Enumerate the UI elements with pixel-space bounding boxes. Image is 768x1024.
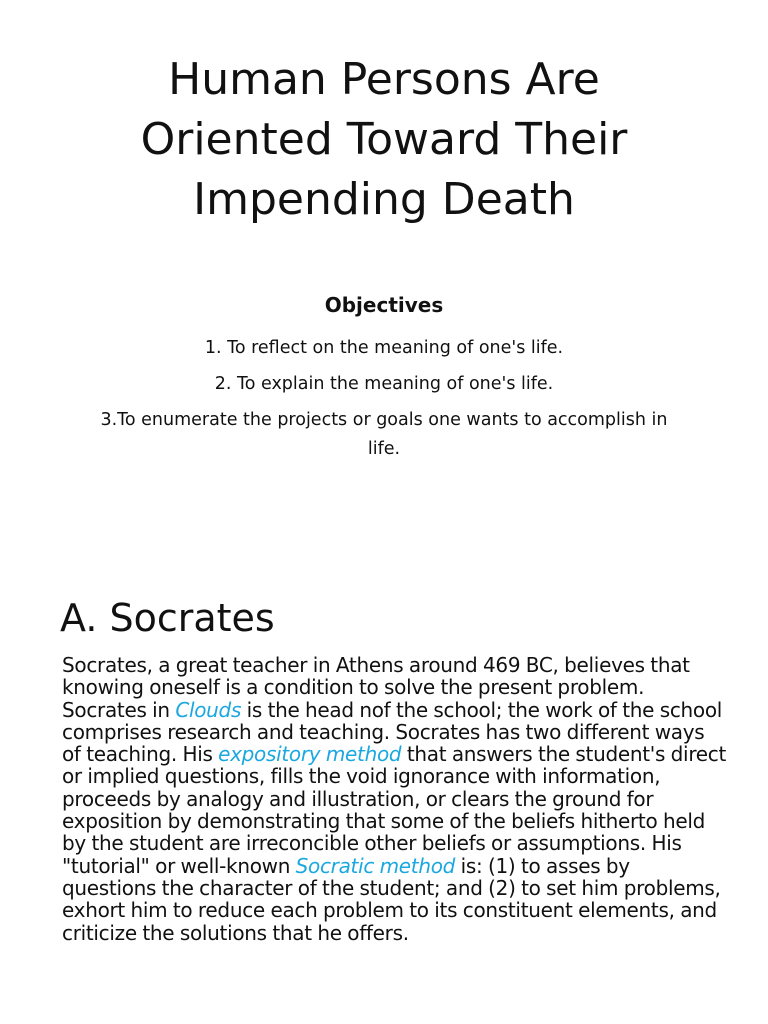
objectives-heading: Objectives: [324, 293, 444, 317]
emphasized-term: Clouds: [175, 697, 242, 722]
emphasized-term: expository method: [218, 742, 402, 767]
objective-item: 2. To explain the meaning of one's life.: [214, 374, 554, 394]
slide-socrates: [0, 576, 768, 1024]
title-line: Human Persons Are: [168, 54, 600, 105]
paragraph-text: is: (1) to asses by questions the character of the student; and (2) to set him problems, exhort him to reduce each problem to its constituent elements, and criticize the solutions that he offers.: [62, 853, 721, 945]
body-paragraph: [62, 654, 728, 944]
emphasized-term: Socratic method: [295, 853, 456, 878]
title-line: Impending Death: [193, 174, 575, 225]
objective-item: 3.To enumerate the projects or goals one wants to accomplish in life.: [100, 410, 668, 459]
title-line: Oriented Toward Their: [140, 114, 628, 165]
objectives-list: [100, 334, 668, 471]
section-title: A. Socrates: [60, 596, 275, 640]
slide-title: [40, 50, 728, 230]
paragraph-text: Socrates, a great teacher in Athens around 469 BC, believes that knowing oneself is a condition to solve the present problem. Socrates in: [62, 653, 690, 722]
paragraph-text: is the head nof the school; the work of the school comprises research and teaching. Socrates has two different ways of teaching. His: [62, 697, 723, 767]
paragraph-text: that answers the student's direct or implied questions, fills the void ignorance with information, proceeds by analogy and illustration, or clears the ground for exposition by demonstrating that some of the beliefs hitherto held by the student are irreconcible other beliefs or assumptions. His "tutorial" or well-known: [62, 742, 727, 878]
objective-item: 1. To reflect on the meaning of one's life.: [204, 338, 564, 358]
